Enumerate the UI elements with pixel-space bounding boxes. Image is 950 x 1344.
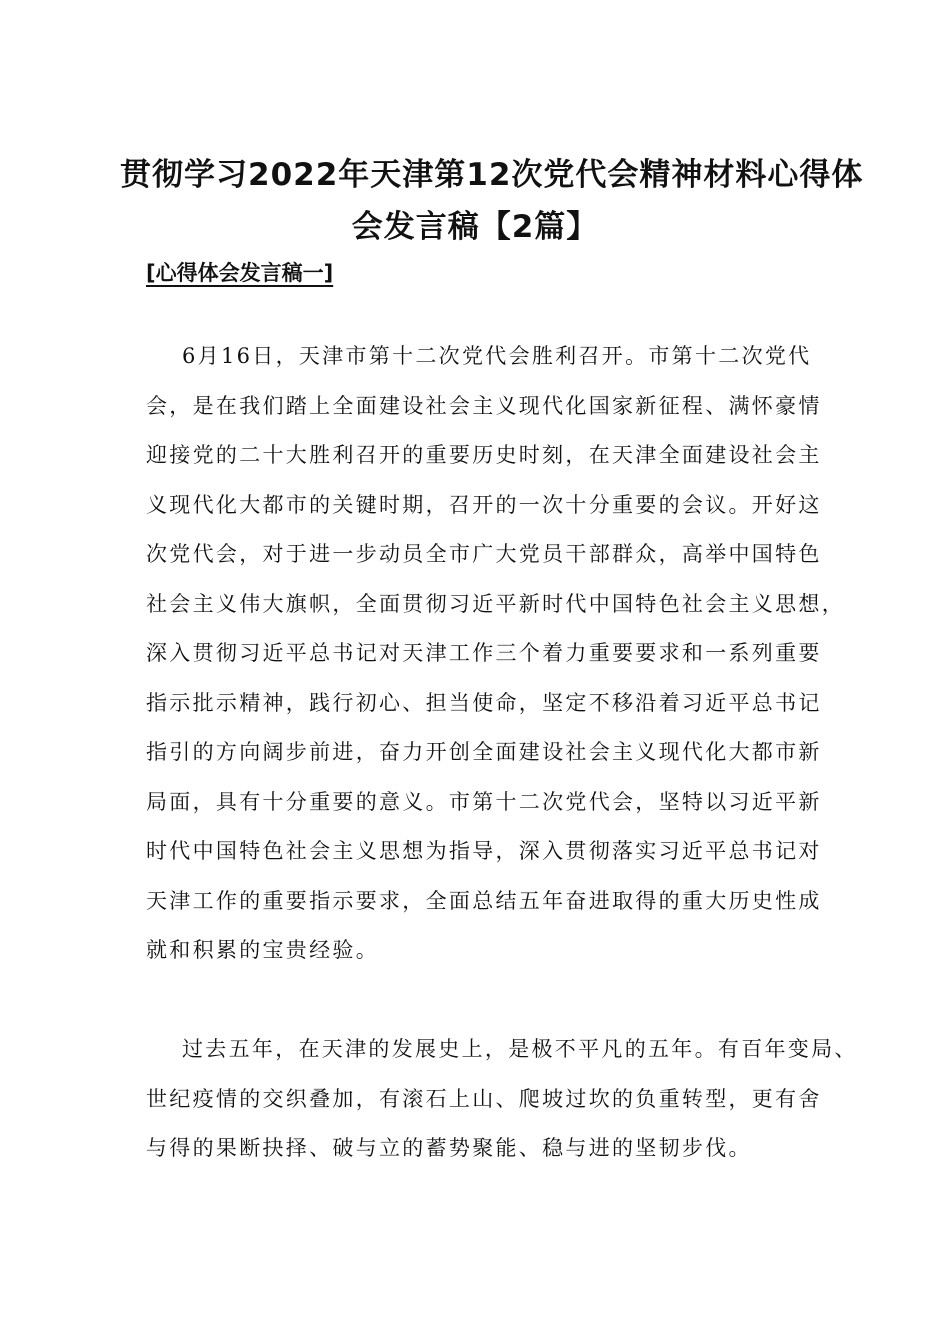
paragraph-line: 世纪疫情的交织叠加，有滚石上山、爬坡过坎的负重转型，更有舍 bbox=[146, 1086, 822, 1111]
paragraph-line: 时代中国特色社会主义思想为指导，深入贯彻落实习近平总书记对 bbox=[146, 839, 822, 863]
paragraph-line: 指引的方向阔步前进，奋力开创全面建设社会主义现代化大都市新 bbox=[146, 740, 822, 764]
paragraph-line: 天津工作的重要指示要求，全面总结五年奋进取得的重大历史性成 bbox=[146, 888, 822, 913]
paragraph-line: 义现代化大都市的关键时期，召开的一次十分重要的会议。开好这 bbox=[146, 492, 822, 517]
paragraph-line: 局面，具有十分重要的意义。市第十二次党代会，坚特以习近平新 bbox=[146, 789, 822, 814]
paragraph-line: 会，是在我们踏上全面建设社会主义现代化国家新征程、满怀豪情 bbox=[146, 393, 822, 418]
paragraph-line: 深入贯彻习近平总书记对天津工作三个着力重要要求和一系列重要 bbox=[146, 641, 822, 665]
paragraph-line: 指示批示精神，践行初心、担当使命，坚定不移沿着习近平总书记 bbox=[146, 690, 822, 715]
section-heading: [心得体会发言稿一] bbox=[146, 261, 334, 285]
paragraph-1 bbox=[146, 332, 845, 976]
paragraph-line: 6月16日，天津市第十二次党代会胜利召开。市第十二次党代 bbox=[182, 344, 812, 368]
paragraph-line: 就和积累的宝贵经验。 bbox=[146, 938, 379, 962]
paragraph-line: 迎接党的二十大胜利召开的重要历史时刻，在天津全面建设社会主 bbox=[146, 443, 822, 467]
paragraph-line: 社会主义伟大旗帜，全面贯彻习近平新时代中国特色社会主义思想， bbox=[146, 591, 845, 616]
paragraph-line: 过去五年，在天津的发展史上，是极不平凡的五年。有百年变局、 bbox=[182, 1037, 858, 1061]
title-line-1: 贯彻学习2022年天津第12次党代会精神材料心得体 bbox=[120, 156, 864, 193]
paragraph-line: 与得的果断抉择、破与立的蓄势聚能、稳与进的坚韧步伐。 bbox=[146, 1136, 752, 1160]
paragraph-line: 次党代会，对于进一步动员全市广大党员干部群众，高举中国特色 bbox=[146, 542, 822, 566]
paragraph-2 bbox=[146, 1025, 858, 1174]
title-line-2: 会发言稿【2篇】 bbox=[351, 208, 599, 245]
document-title bbox=[120, 149, 864, 253]
